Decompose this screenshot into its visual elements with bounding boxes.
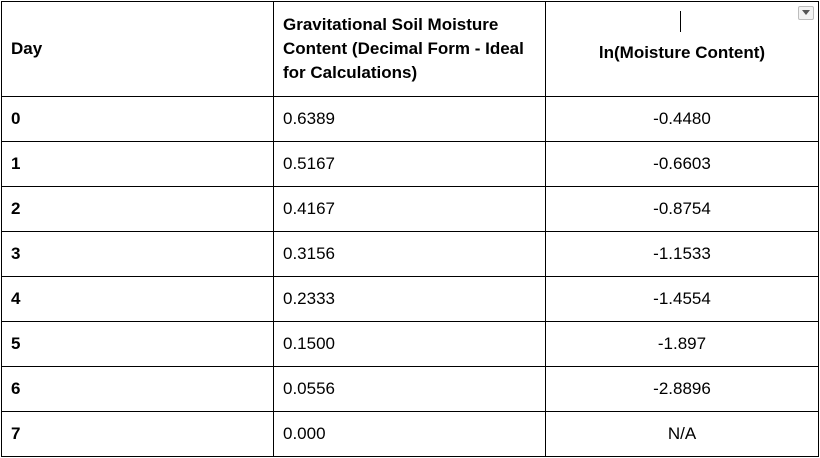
moisture-cell[interactable]: 0.1500 (274, 322, 546, 367)
ln-moisture-cell[interactable]: -0.4480 (546, 97, 819, 142)
cell-dropdown-button[interactable] (798, 6, 814, 20)
day-cell[interactable]: 5 (2, 322, 274, 367)
moisture-cell[interactable]: 0.0556 (274, 367, 546, 412)
day-cell[interactable]: 2 (2, 187, 274, 232)
day-cell[interactable]: 4 (2, 277, 274, 322)
moisture-cell[interactable]: 0.5167 (274, 142, 546, 187)
ln-moisture-cell[interactable]: N/A (546, 412, 819, 457)
moisture-cell[interactable]: 0.6389 (274, 97, 546, 142)
ln-moisture-cell[interactable]: -0.6603 (546, 142, 819, 187)
header-day[interactable] (2, 2, 274, 97)
table-body (2, 97, 819, 457)
table-row (2, 97, 819, 142)
table-row (2, 367, 819, 412)
header-ln-moisture-label: ln(Moisture Content) (598, 43, 766, 62)
table-row (2, 322, 819, 367)
header-moisture-label: Gravitational Soil Moisture Content (Decimal Form - Ideal for Calculations) (283, 15, 524, 82)
header-day-label: Day (11, 39, 43, 58)
day-cell[interactable]: 0 (2, 97, 274, 142)
moisture-cell[interactable]: 0.3156 (274, 232, 546, 277)
table-header-row (2, 2, 819, 97)
header-ln-moisture[interactable] (546, 2, 819, 97)
moisture-cell[interactable]: 0.4167 (274, 187, 546, 232)
text-cursor (680, 11, 681, 32)
table-row (2, 187, 819, 232)
moisture-cell[interactable]: 0.2333 (274, 277, 546, 322)
table-row (2, 232, 819, 277)
day-cell[interactable]: 7 (2, 412, 274, 457)
day-cell[interactable]: 1 (2, 142, 274, 187)
day-cell[interactable]: 3 (2, 232, 274, 277)
ln-moisture-cell[interactable]: -0.8754 (546, 187, 819, 232)
moisture-cell[interactable]: 0.000 (274, 412, 546, 457)
ln-moisture-cell[interactable]: -2.8896 (546, 367, 819, 412)
day-cell[interactable]: 6 (2, 367, 274, 412)
moisture-data-table (1, 1, 819, 457)
chevron-down-icon (802, 10, 810, 16)
table-row (2, 142, 819, 187)
header-moisture[interactable] (274, 2, 546, 97)
table-row (2, 277, 819, 322)
ln-moisture-cell[interactable]: -1.4554 (546, 277, 819, 322)
table-row (2, 412, 819, 457)
ln-moisture-cell[interactable]: -1.1533 (546, 232, 819, 277)
ln-moisture-cell[interactable]: -1.897 (546, 322, 819, 367)
